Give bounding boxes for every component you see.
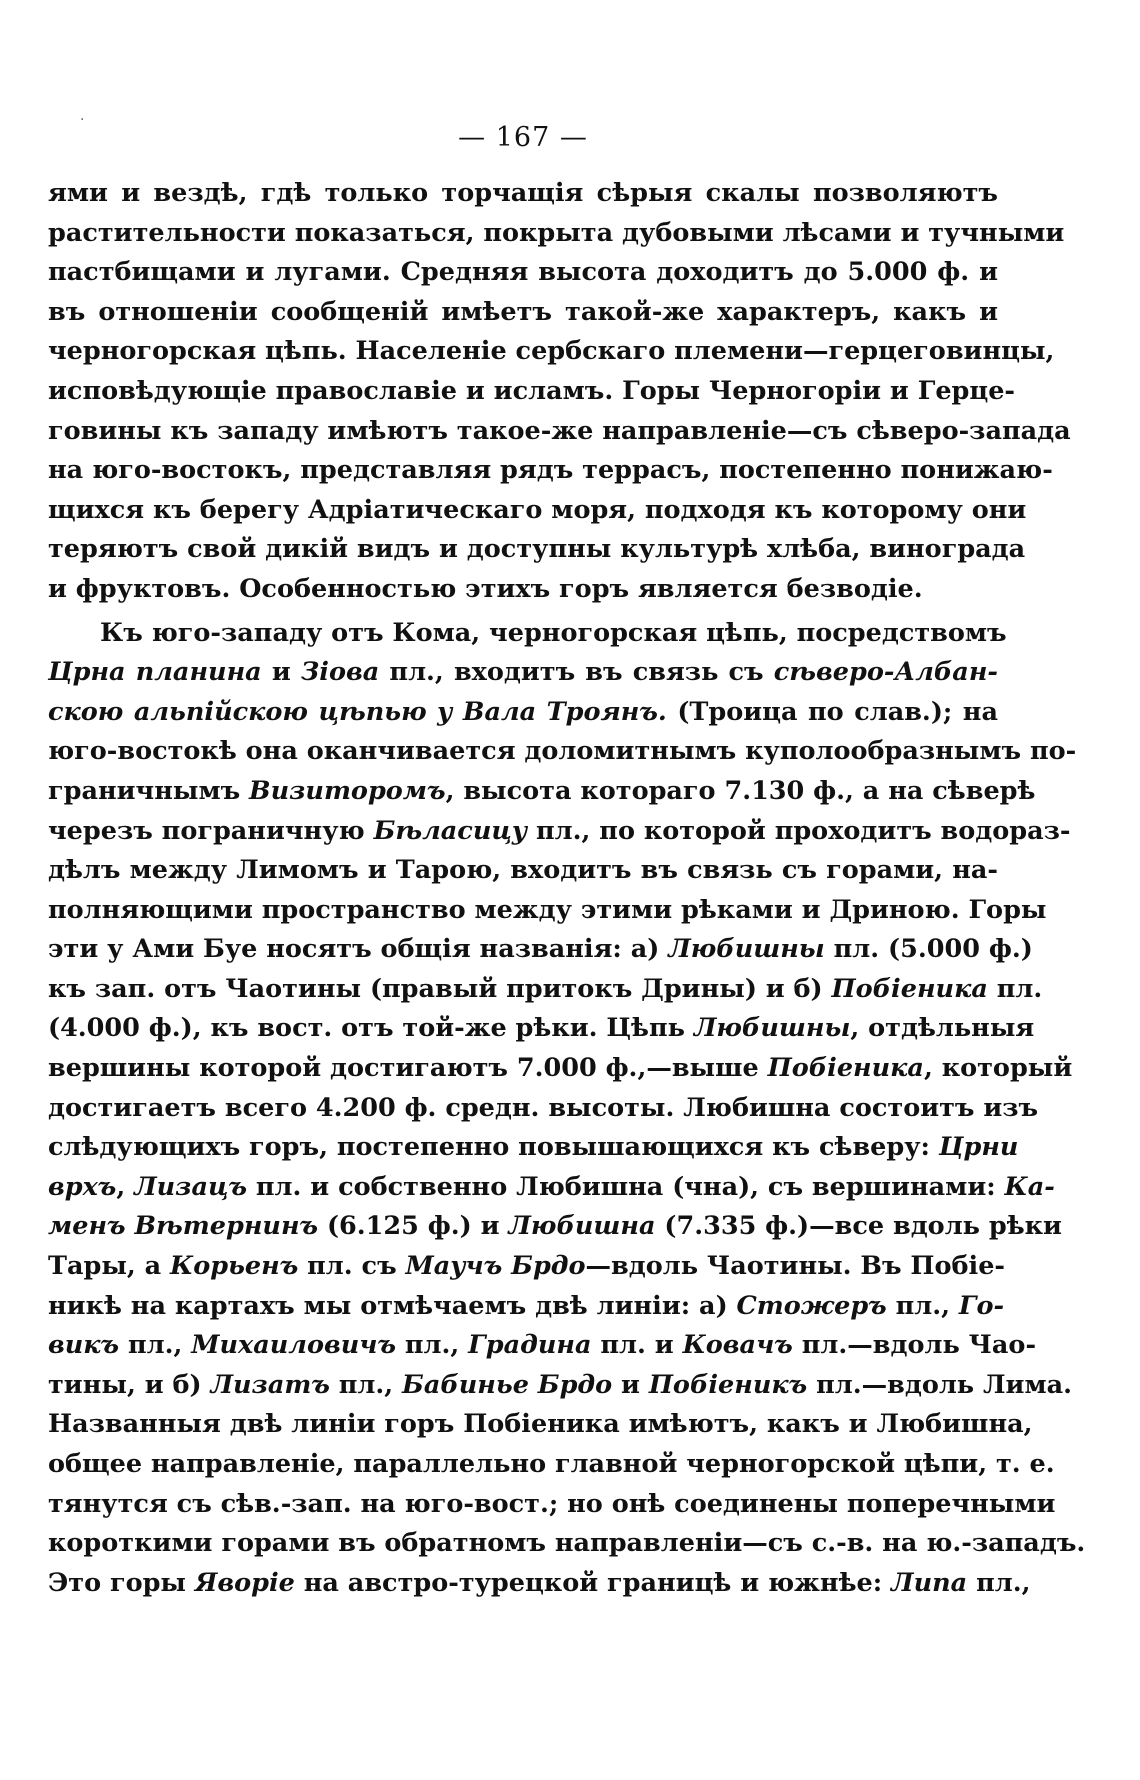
text-run: въ отношеніи сообщеній имѣетъ такой-же характеръ, какъ и xyxy=(48,296,998,327)
italic-term: Михаиловичъ xyxy=(191,1330,397,1361)
text-line xyxy=(48,693,998,733)
text-line xyxy=(48,174,998,214)
text-run: Это горы xyxy=(48,1567,195,1598)
text-run: пл., xyxy=(967,1567,1031,1598)
text-line xyxy=(48,732,1077,772)
text-line xyxy=(48,293,998,333)
italic-term: менъ Вѣтернинъ xyxy=(48,1211,319,1242)
text-line xyxy=(48,412,1071,452)
text-run: пл.—вдоль Чао- xyxy=(792,1330,1037,1361)
text-run: Тары, а xyxy=(48,1251,171,1282)
text-line xyxy=(48,930,1033,970)
italic-term: Градина xyxy=(468,1330,592,1361)
text-line xyxy=(48,812,1071,852)
italic-term: Маучъ Брдо xyxy=(405,1251,586,1282)
italic-term: Бабинье Брдо xyxy=(402,1369,613,1400)
text-line xyxy=(48,614,1007,654)
italic-term: Лизацъ xyxy=(134,1171,248,1202)
text-run: черногорская цѣпь. Населеніе сербскаго племени—герцеговинцы, xyxy=(48,336,1055,367)
text-run: (4.000 ф.), къ вост. отъ той-же рѣки. Цѣпь xyxy=(48,1013,694,1044)
text-line xyxy=(48,891,1047,931)
text-run: дѣлъ между Лимомъ и Тарою, входитъ въ связь съ горами, на- xyxy=(48,855,998,886)
text-run: къ зап. отъ Чаотины (правый притокъ Дрины) и б) xyxy=(48,973,832,1004)
text-line xyxy=(48,1405,1033,1445)
text-line xyxy=(48,653,998,693)
text-run: полняющими пространство между этими рѣками и Дриною. Горы xyxy=(48,894,1047,925)
text-run: юго-востокѣ она оканчивается доломитнымъ куполообразнымъ по- xyxy=(48,736,1077,767)
text-run: короткими горами въ обратномъ направленіи—съ с.-в. на ю.-западъ. xyxy=(48,1528,1086,1559)
text-run: , отдѣльныя xyxy=(850,1013,1035,1044)
italic-term: Визиторомъ xyxy=(249,775,446,806)
text-run: растительности показаться, покрыта дубовыми лѣсами и тучными xyxy=(48,217,1065,248)
text-run: и xyxy=(261,657,301,688)
text-run: (Троица по слав.); на xyxy=(666,696,998,727)
text-run: граничнымъ xyxy=(48,775,250,806)
text-line xyxy=(48,1485,1056,1525)
text-line xyxy=(48,772,1036,812)
text-line xyxy=(48,1009,1035,1049)
italic-term: Ковачъ xyxy=(682,1330,793,1361)
body-text xyxy=(48,174,1086,1603)
text-run: пл., xyxy=(886,1290,959,1321)
text-line xyxy=(48,1326,1037,1366)
text-line xyxy=(48,214,1065,254)
text-run: теряютъ свой дикій видъ и доступны культурѣ хлѣба, винограда xyxy=(48,534,1026,565)
text-run: на австро-турецкой границѣ и южнѣе: xyxy=(294,1567,892,1598)
text-run: Къ юго-западу отъ Кома, черногорская цѣпь, посредствомъ xyxy=(100,617,1007,648)
text-run: общее направленіе, параллельно главной черногорской цѣпи, т. е. xyxy=(48,1449,1055,1479)
italic-term: Ка- xyxy=(1004,1171,1055,1202)
text-line xyxy=(48,332,1055,372)
italic-term: Побіеникъ xyxy=(648,1369,808,1400)
text-line xyxy=(48,372,1016,412)
text-run: пл. (5.000 ф.) xyxy=(824,934,1033,965)
text-run: пл., xyxy=(329,1369,403,1400)
text-run: никѣ на картахъ мы отмѣчаемъ двѣ линіи: а) xyxy=(48,1290,737,1321)
text-run: черезъ пограничную xyxy=(48,815,374,846)
text-run: , xyxy=(116,1171,135,1202)
text-run: ями и вездѣ, гдѣ только торчащія сѣрыя скалы позволяютъ xyxy=(48,178,998,208)
text-run: исповѣдующіе православіе и исламъ. Горы Черногоріи и Герце- xyxy=(48,375,1016,406)
text-run: пл., по которой проходитъ водораз- xyxy=(527,815,1071,846)
text-line xyxy=(48,1049,1073,1089)
text-run: на юго-востокъ, представляя рядъ террасъ, постепенно понижаю- xyxy=(48,455,1053,486)
text-run: эти у Ами Буе носятъ общія названія: а) xyxy=(48,934,669,965)
text-run: , высота котораго 7.130 ф., а на сѣверѣ xyxy=(445,775,1036,806)
italic-term: Зіова xyxy=(300,657,380,688)
text-line xyxy=(48,1564,1031,1604)
text-run: , который xyxy=(923,1053,1073,1084)
text-line xyxy=(48,530,1026,570)
italic-term: викъ xyxy=(48,1330,120,1361)
text-line xyxy=(48,1287,1005,1327)
italic-term: Липа xyxy=(891,1567,968,1598)
text-run: достигаетъ всего 4.200 ф. средн. высоты. Любишна состоитъ изъ xyxy=(48,1092,1039,1123)
book-page xyxy=(48,120,1086,1603)
text-run: Названныя двѣ линіи горъ Побіеника имѣютъ, какъ и Любишна, xyxy=(48,1409,1033,1440)
italic-term: Бѣласицу xyxy=(373,815,528,846)
text-run: пл. xyxy=(987,973,1043,1004)
italic-term: Стожеръ xyxy=(736,1290,887,1321)
text-run: и фруктовъ. Особенностью этихъ горъ является безводіе. xyxy=(48,573,923,604)
italic-term: скою альпійскою цѣпью у Вала Троянъ. xyxy=(48,696,667,727)
text-run: пл., xyxy=(119,1330,192,1361)
text-line xyxy=(48,570,998,610)
text-line xyxy=(48,1366,1073,1406)
text-run: пл. и собственно Любишна (чна), съ вершинами: xyxy=(247,1171,1005,1202)
text-run: пастбищами и лугами. Средняя высота доходитъ до 5.000 ф. и xyxy=(48,257,998,288)
italic-term: Лизатъ xyxy=(210,1369,330,1400)
italic-term: сѣверо-Албан- xyxy=(773,657,998,688)
italic-term: Любишна xyxy=(508,1211,656,1242)
italic-term: Побіеника xyxy=(767,1053,924,1084)
text-run: пл., xyxy=(396,1330,469,1361)
text-run: щихся къ берегу Адріатическаго моря, подходя къ которому они xyxy=(48,494,1027,525)
text-line xyxy=(48,1445,1055,1485)
italic-term: Го- xyxy=(958,1290,1005,1321)
text-line xyxy=(48,970,1043,1010)
text-run: пл. и xyxy=(591,1330,683,1361)
scan-artifact: · xyxy=(80,112,85,128)
text-run: пл.—вдоль Лима. xyxy=(807,1369,1073,1400)
text-line xyxy=(48,1207,1062,1247)
page-number: — 167 — xyxy=(458,122,588,153)
italic-term: Побіеника xyxy=(831,973,988,1004)
italic-term: Любишны xyxy=(668,934,825,965)
italic-term: Корьенъ xyxy=(170,1251,299,1282)
text-line xyxy=(48,1168,1055,1208)
text-run: (7.335 ф.)—все вдоль рѣки xyxy=(655,1211,1062,1242)
text-line xyxy=(48,1247,1006,1287)
text-line xyxy=(48,491,1027,531)
paragraph xyxy=(48,614,1086,1604)
text-run: —вдоль Чаотины. Въ Побіе- xyxy=(585,1251,1006,1282)
text-run: и xyxy=(612,1369,649,1400)
text-run: слѣдующихъ горъ, постепенно повышающихся къ сѣверу: xyxy=(48,1132,939,1163)
text-run: пл. съ xyxy=(298,1251,406,1282)
paragraph xyxy=(48,174,1071,610)
italic-term: врхъ xyxy=(48,1171,117,1202)
text-line xyxy=(48,253,998,293)
text-line xyxy=(48,1128,1019,1168)
text-line xyxy=(48,851,998,891)
text-line xyxy=(48,451,1053,491)
text-line xyxy=(48,1524,1086,1564)
italic-term: Црни xyxy=(938,1132,1019,1163)
italic-term: Любишны xyxy=(693,1013,851,1044)
text-run: говины къ западу имѣютъ такое-же направленіе—съ сѣверо-запада xyxy=(48,415,1071,446)
text-run: тянутся съ сѣв.-зап. на юго-вост.; но онѣ соединены поперечными xyxy=(48,1488,1056,1519)
text-run: (6.125 ф.) и xyxy=(318,1211,509,1242)
text-run: пл., входитъ въ связь съ xyxy=(379,657,774,688)
text-line xyxy=(48,1089,1039,1129)
text-run: тины, и б) xyxy=(48,1369,211,1400)
italic-term: Црна планина xyxy=(48,657,262,688)
text-run: вершины которой достигаютъ 7.000 ф.,—выше xyxy=(48,1053,768,1084)
italic-term: Яворіе xyxy=(194,1567,295,1598)
